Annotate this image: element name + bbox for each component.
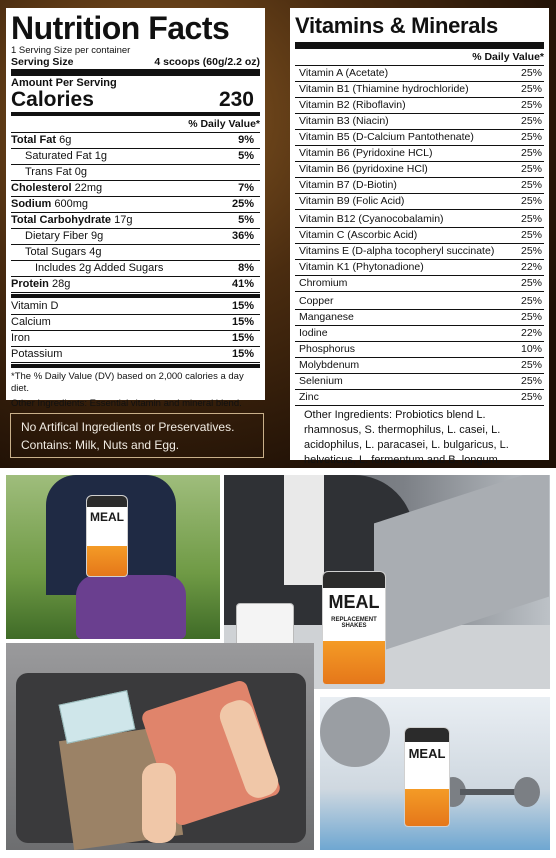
vitamin-row [295,162,544,178]
vitamin-label: Copper [299,295,334,307]
calories-label: Calories [11,88,94,111]
vitamin-daily-value: 25% [520,295,542,307]
nutrient-daily-value: 15% [231,348,254,360]
vitamin-row [295,212,544,228]
vitamin-row [295,66,544,82]
nutrient-row [11,245,260,261]
nutrient-name [35,261,163,276]
vitamin-label: Vitamin B12 (Cyanocobalamin) [299,213,444,225]
vitamin-daily-value: 25% [520,359,542,371]
nutrient-label: Dietary Fiber [25,230,88,242]
nutrient-daily-value: 36% [231,230,254,242]
vitamin-label: Manganese [299,311,354,323]
vitamin-label: Vitamin B6 (pyridoxine HCl) [299,163,428,175]
nutrient-name [11,197,88,212]
nutrient-name [25,245,101,260]
photo-suitcase-packing [6,643,314,850]
vitamin-daily-value: 25% [520,245,542,257]
nutrient-row [11,181,260,197]
vitamins-minerals-panel [290,8,549,466]
vitamin-label: Chromium [299,277,348,289]
vitamin-row [295,98,544,114]
vitamin-label: Vitamin B7 (D-Biotin) [299,179,397,191]
nutrient-row [11,299,260,315]
nutrient-label: Total Sugars [25,246,87,258]
vitamin-daily-value: 25% [520,195,542,207]
nutrient-name [11,331,30,346]
vitamins-other-ingredients: Other Ingredients: Probiotics blend L. rhamnosus, S. thermophilus, L. casei, L. acidophilus, L. paracasei, L. bulgaricus, L. helveticus, L. fermentum and B. longum. [304,409,509,466]
vitamin-row [295,114,544,130]
vitamin-daily-value: 25% [520,99,542,111]
vitamin-label: Molybdenum [299,359,360,371]
product-bottle [86,495,128,577]
nutrient-row [11,315,260,331]
vitamin-daily-value: 22% [520,261,542,273]
nutrient-name [11,315,51,330]
vitamin-daily-value: 25% [520,147,542,159]
vitamin-daily-value: 25% [520,375,542,387]
nutrient-row [11,261,260,277]
vitamin-daily-value: 10% [520,343,542,355]
nutrient-name [25,229,103,244]
serving-size-value: 4 scoops (60g/2.2 oz) [154,56,260,68]
divider-medium [11,294,260,298]
nutrient-daily-value: 9% [238,134,254,146]
nutrient-amount: 28g [51,278,71,290]
vitamin-row [295,146,544,162]
divider-thick [11,69,260,76]
nutrient-name [11,299,58,314]
nutrient-name [25,149,107,164]
vitamin-daily-value: 25% [520,115,542,127]
nutrient-amount: 22mg [74,182,103,194]
vitamin-label: Vitamin B9 (Folic Acid) [299,195,405,207]
nutrient-amount: 0g [74,166,87,178]
vitamin-row [295,228,544,244]
vitamin-label: Zinc [299,391,319,403]
vitamin-label: Phosphorus [299,343,356,355]
nutrient-name [25,165,87,180]
nutrient-row [11,331,260,347]
nutrient-daily-value: 8% [238,262,254,274]
nutrient-row [11,149,260,165]
product-bottle [404,727,450,827]
vitamin-row [295,178,544,194]
vitamins-daily-value-header: % Daily Value* [295,50,544,66]
hand-shape [142,763,176,843]
nutrient-rows [11,133,260,363]
amount-per-serving: Amount Per Serving [11,77,117,89]
nutrient-row [11,347,260,363]
nutrient-row [11,229,260,245]
vitamin-label: Vitamins E (D-alpha tocopheryl succinate) [299,245,495,257]
nutrient-daily-value: 15% [231,316,254,328]
nutrient-daily-value: 25% [231,198,254,210]
photo-gym-dumbbells [320,697,550,850]
vitamin-daily-value: 22% [520,327,542,339]
nutrient-label: Sodium [11,198,52,210]
other-ingredients-note: Other Ingredients: Essential vitamin and mineral blend. [11,398,242,409]
bottle-brand-text: MEAL [328,592,380,613]
bottle-sub-text: REPLACEMENT SHAKES [331,616,377,629]
exercise-ball-shape [320,697,390,767]
nutrient-daily-value: 15% [231,300,254,312]
vitamins-minerals-title: Vitamins & Minerals [295,13,498,38]
vitamin-row [295,310,544,326]
vitamin-row [295,130,544,146]
nutrition-facts-panel [6,8,265,409]
vitamin-daily-value: 25% [520,391,542,403]
serving-size-label: Serving Size [11,56,74,68]
nutrient-name [11,277,70,292]
nutrient-label: Trans Fat [25,166,72,178]
nutrient-amount: 1g [94,150,107,162]
nutrient-label: Includes 2g Added Sugars [35,262,164,274]
divider-medium [11,364,260,368]
bottle-brand-text: MEAL [89,510,124,525]
backpack-shape [76,575,186,639]
vitamin-rows [295,66,544,406]
nutrient-label: Protein [11,278,49,290]
vitamin-daily-value: 25% [520,83,542,95]
nutrient-label: Total Carbohydrate [11,214,112,226]
vitamin-label: Vitamin C (Ascorbic Acid) [299,229,418,241]
vitamin-daily-value: 25% [520,163,542,175]
vitamin-row [295,374,544,390]
dumbbell-shape [440,777,540,807]
nutrient-label: Saturated Fat [25,150,92,162]
vitamin-daily-value: 25% [520,277,542,289]
nutrient-amount: 17g [114,214,133,226]
nutrient-label: Potassium [11,348,63,360]
nutrient-name [11,181,102,196]
nutrient-amount: 600mg [54,198,89,210]
vitamin-daily-value: 25% [520,179,542,191]
divider-medium [11,112,260,116]
vitamin-label: Vitamin A (Acetate) [299,67,389,79]
notice-line-2: Contains: Milk, Nuts and Egg. [21,438,180,452]
nutrient-amount: 9g [91,230,104,242]
nutrient-name [11,347,62,362]
allergen-notice-box [10,413,264,458]
vitamin-row [295,82,544,98]
nutrient-row [11,133,260,149]
nutrient-daily-value: 41% [231,278,254,290]
nutrient-amount: 6g [59,134,72,146]
servings-per-container: 1 Serving Size per container [11,45,131,56]
vitamin-label: Vitamin B2 (Riboflavin) [299,99,406,111]
vitamin-row [295,326,544,342]
nutrient-amount: 4g [89,246,102,258]
vitamin-daily-value: 25% [520,213,542,225]
nutrient-row [11,277,260,293]
nutrient-label: Vitamin D [11,300,59,312]
vitamin-label: Selenium [299,375,343,387]
photo-student-backpack [6,475,220,639]
divider-thick [295,42,544,49]
daily-value-header: % Daily Value* [11,117,260,133]
nutrient-row [11,165,260,181]
nutrient-row [11,213,260,229]
daily-value-footnote: *The % Daily Value (DV) based on 2,000 calories a day diet. [11,371,244,394]
vitamin-row [295,194,544,210]
vitamin-daily-value: 25% [520,67,542,79]
nutrient-name [11,133,71,148]
product-bottle [322,571,386,685]
vitamin-label: Vitamin B3 (Niacin) [299,115,389,127]
vitamin-row [295,390,544,406]
vitamin-row [295,294,544,310]
nutrient-label: Cholesterol [11,182,72,194]
nutrient-row [11,197,260,213]
nutrient-daily-value: 15% [231,332,254,344]
vitamin-row [295,342,544,358]
vitamin-daily-value: 25% [520,131,542,143]
calories-row [11,89,260,111]
vitamin-label: Vitamin B6 (Pyridoxine HCL) [299,147,433,159]
nutrient-label: Total Fat [11,134,57,146]
vitamin-row [295,260,544,276]
vitamin-daily-value: 25% [520,311,542,323]
vitamin-label: Vitamin B1 (Thiamine hydrochloride) [299,83,469,95]
nutrient-daily-value: 5% [238,150,254,162]
vitamin-label: Vitamin B5 (D-Calcium Pantothenate) [299,131,474,143]
nutrient-label: Iron [11,332,30,344]
vitamin-label: Vitamin K1 (Phytonadione) [299,261,424,273]
nutrient-label: Calcium [11,316,51,328]
calories-value: 230 [218,88,254,111]
bottle-brand-text: MEAL [408,745,446,761]
nutrient-daily-value: 7% [238,182,254,194]
vitamin-daily-value: 25% [520,229,542,241]
vitamin-label: Iodine [299,327,328,339]
serving-size-row [11,56,260,68]
shirt-shape [284,475,324,585]
nutrient-daily-value: 5% [238,214,254,226]
vitamin-row [295,276,544,292]
vitamin-row [295,358,544,374]
nutrition-facts-title: Nutrition Facts [11,10,230,46]
nutrient-name [11,213,132,228]
vitamin-row [295,244,544,260]
notice-line-1: No Artifical Ingredients or Preservatives. [21,420,235,434]
